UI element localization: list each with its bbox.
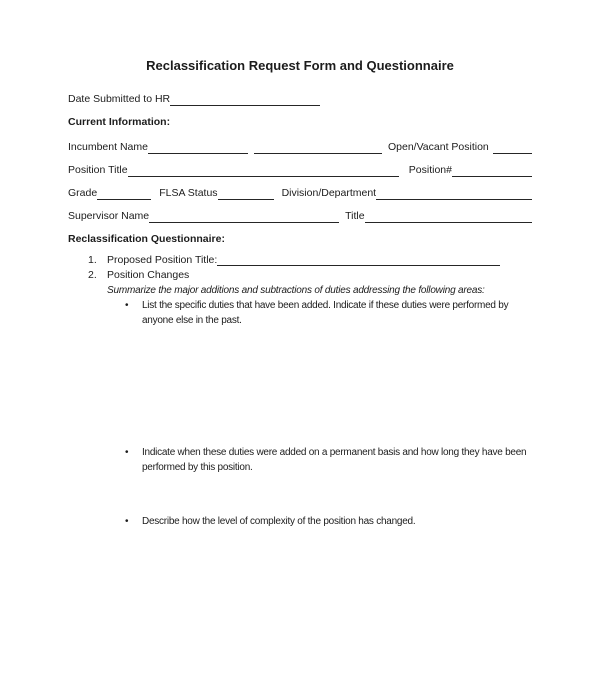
supervisor-title-label: Title [345, 210, 365, 222]
grade-label: Grade [68, 187, 98, 199]
form-title: Reclassification Request Form and Questionnaire [146, 58, 454, 73]
position-title-row [68, 162, 532, 179]
bullet-icon: • [125, 516, 129, 527]
incumbent-name-blank[interactable] [148, 143, 248, 154]
supervisor-name-label: Supervisor Name [68, 210, 150, 222]
grade-blank[interactable] [97, 189, 151, 200]
writing-space [125, 328, 532, 445]
questionnaire-heading: Reclassification Questionnaire: [68, 233, 225, 245]
grade-row [68, 185, 532, 202]
bullet-icon: • [125, 300, 129, 311]
summarize-note: Summarize the major additions and subtractions of duties addressing the following areas: [107, 285, 485, 296]
flsa-status-label: FLSA Status [159, 187, 218, 199]
proposed-position-title-label: Proposed Position Title: [107, 254, 218, 266]
division-department-blank[interactable] [376, 189, 532, 200]
position-title-label: Position Title [68, 164, 128, 176]
open-vacant-position-blank[interactable] [493, 143, 532, 154]
current-information-heading: Current Information: [68, 116, 171, 128]
position-number-blank[interactable] [452, 166, 532, 177]
position-changes-label: Position Changes [107, 269, 190, 281]
writing-space [125, 475, 532, 514]
proposed-position-title-blank[interactable] [217, 255, 500, 266]
position-title-blank[interactable] [128, 166, 399, 177]
bullet-item-permanent-basis [125, 445, 532, 475]
bullet-text: List the specific duties that have been added. Indicate if these duties were performed by anyone else in the past. [142, 300, 509, 326]
division-department-label: Division/Department [281, 187, 377, 199]
bullet-list [125, 298, 532, 529]
bullet-item-duties-added [125, 298, 532, 328]
questionnaire-list [88, 253, 532, 529]
open-vacant-position-label: Open/Vacant Position [387, 141, 489, 153]
date-submitted-row [68, 91, 532, 108]
bullet-icon: • [125, 447, 129, 458]
list-item-number: 1. [88, 254, 97, 266]
bullet-text: Indicate when these duties were added on a permanent basis and how long they have been performed by this position. [142, 447, 527, 473]
position-number-label: Position# [408, 164, 452, 176]
incumbent-name-blank-2[interactable] [254, 143, 382, 154]
incumbent-row [68, 139, 532, 156]
date-submitted-label: Date Submitted to HR [68, 93, 171, 105]
incumbent-name-label: Incumbent Name [68, 141, 148, 153]
list-item-proposed-title [88, 253, 500, 268]
list-item-position-changes [88, 268, 532, 283]
bullet-text: Describe how the level of complexity of the position has changed. [142, 516, 416, 527]
flsa-status-blank[interactable] [218, 189, 274, 200]
supervisor-row [68, 208, 532, 225]
bullet-item-complexity [125, 514, 532, 529]
supervisor-title-blank[interactable] [365, 212, 532, 223]
date-submitted-blank[interactable] [170, 95, 320, 106]
list-item-number: 2. [88, 269, 97, 281]
supervisor-name-blank[interactable] [149, 212, 339, 223]
